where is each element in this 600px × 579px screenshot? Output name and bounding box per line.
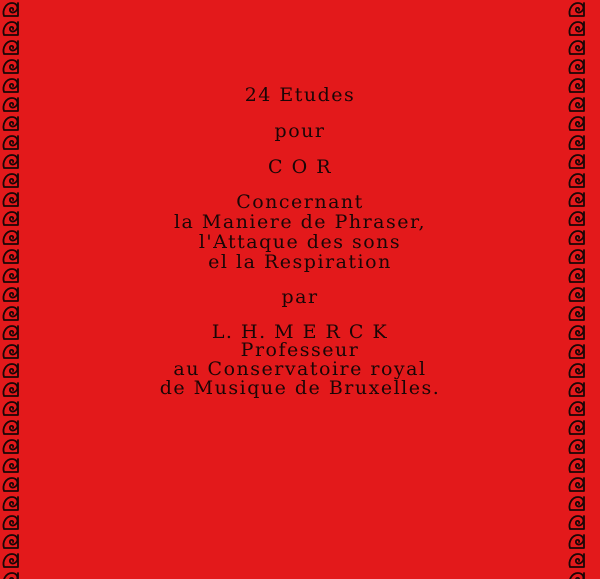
scroll-ornament-icon [1,494,21,513]
scroll-ornament-icon [1,304,21,323]
scroll-ornament-icon [567,418,587,437]
author-name: L. H. M E R C K [211,321,389,343]
scroll-ornament-icon [567,361,587,380]
scroll-ornament-icon [567,38,587,57]
scroll-ornament-icon [567,285,587,304]
scroll-ornament-icon [567,152,587,171]
scroll-ornament-icon [1,399,21,418]
scroll-ornament-icon [567,19,587,38]
scroll-ornament-icon [567,57,587,76]
scroll-ornament-icon [1,570,21,579]
scroll-ornament-icon [567,437,587,456]
scroll-ornament-icon [1,57,21,76]
scroll-ornament-icon [567,209,587,228]
scroll-ornament-icon [1,171,21,190]
scroll-ornament-icon [567,95,587,114]
scroll-ornament-icon [1,532,21,551]
scroll-ornament-icon [567,475,587,494]
scroll-ornament-icon [1,437,21,456]
author-title-line-3: de Musique de Bruxelles. [159,377,441,399]
scroll-ornament-icon [1,342,21,361]
par-text: par [281,286,319,308]
scroll-ornament-icon [1,418,21,437]
scroll-ornament-icon [567,114,587,133]
scroll-ornament-icon [567,380,587,399]
scroll-ornament-icon [1,114,21,133]
scroll-ornament-icon [567,247,587,266]
scroll-ornament-icon [1,0,21,19]
scroll-ornament-icon [1,513,21,532]
scroll-ornament-icon [1,285,21,304]
scroll-ornament-icon [567,323,587,342]
author-title-line-2: au Conservatoire royal [173,358,427,380]
scroll-ornament-icon [1,551,21,570]
pour-text: pour [274,120,326,142]
scroll-ornament-icon [567,266,587,285]
scroll-ornament-icon [567,513,587,532]
scroll-ornament-icon [1,228,21,247]
scroll-ornament-icon [1,247,21,266]
scroll-ornament-icon [1,95,21,114]
scroll-ornament-icon [1,266,21,285]
scroll-ornament-icon [567,228,587,247]
title-count: 24 Etudes [244,84,356,106]
subtitle-line-4: el la Respiration [208,251,392,273]
scroll-ornament-icon [567,190,587,209]
scroll-ornament-icon [567,399,587,418]
subtitle-line-2: la Maniere de Phraser, [173,211,427,233]
scroll-ornament-icon [1,19,21,38]
scroll-ornament-icon [1,38,21,57]
scroll-ornament-icon [567,133,587,152]
scroll-ornament-icon [567,76,587,95]
scroll-ornament-icon [1,209,21,228]
scroll-ornament-icon [567,551,587,570]
scroll-ornament-icon [567,0,587,19]
scroll-ornament-icon [567,342,587,361]
scroll-ornament-icon [567,570,587,579]
scroll-ornament-icon [567,532,587,551]
scroll-ornament-icon [1,475,21,494]
subtitle-line-3: l'Attaque des sons [198,231,402,253]
scroll-ornament-icon [1,380,21,399]
scroll-ornament-icon [567,494,587,513]
scroll-ornament-icon [1,361,21,380]
scroll-ornament-icon [1,190,21,209]
scroll-ornament-icon [1,152,21,171]
instrument-name: C O R [268,156,332,178]
scroll-ornament-icon [1,456,21,475]
right-ornament-border [566,0,588,579]
scroll-ornament-icon [1,323,21,342]
author-title-line-1: Professeur [240,339,360,361]
subtitle-line-1: Concernant [236,191,364,213]
scroll-ornament-icon [567,456,587,475]
scroll-ornament-icon [1,76,21,95]
scroll-ornament-icon [1,133,21,152]
left-ornament-border [0,0,22,579]
scroll-ornament-icon [567,304,587,323]
scroll-ornament-icon [567,171,587,190]
